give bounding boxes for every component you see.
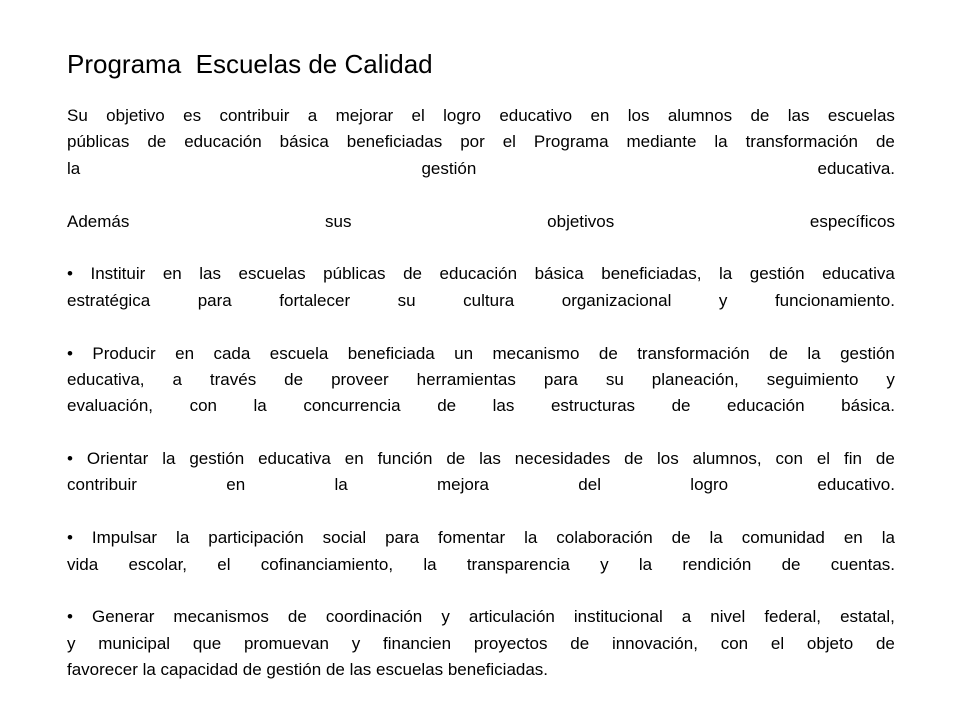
word: seguimiento xyxy=(766,369,859,389)
word: a xyxy=(307,106,318,125)
word: educación xyxy=(184,132,262,152)
word: es xyxy=(183,106,202,125)
word: gestión xyxy=(749,264,805,284)
word: comunidad xyxy=(741,528,825,548)
text-line xyxy=(67,288,895,314)
word: función xyxy=(377,449,433,469)
word: el xyxy=(502,132,516,152)
word: un xyxy=(454,343,474,363)
word: públicas xyxy=(323,264,386,284)
word: y xyxy=(67,633,76,653)
word: rendición xyxy=(682,554,752,574)
word: proyectos xyxy=(473,633,548,653)
body-text xyxy=(67,103,895,684)
word: cada xyxy=(213,343,251,363)
word: para xyxy=(543,369,578,389)
word: en xyxy=(162,264,182,284)
word: través xyxy=(209,369,257,389)
word: que xyxy=(192,633,222,653)
word: Generar xyxy=(92,607,155,627)
word: vida xyxy=(67,554,99,574)
word: promuevan xyxy=(243,633,329,653)
word: objetivos xyxy=(547,211,615,231)
word: específicos xyxy=(809,211,895,231)
paragraph-gap xyxy=(67,499,895,525)
word: de xyxy=(147,132,167,152)
word: la xyxy=(176,528,190,548)
word: en xyxy=(590,106,610,125)
word: estratégica xyxy=(67,290,151,310)
paragraph-gap xyxy=(67,314,895,340)
text-line xyxy=(67,367,895,393)
word: fortalecer xyxy=(279,290,351,310)
word: mecanismo xyxy=(492,343,580,363)
text-line xyxy=(67,209,895,235)
word: Además xyxy=(67,211,130,231)
word: educativo. xyxy=(817,475,895,495)
text-line: favorecer la capacidad de gestión de las escuelas beneficiadas. xyxy=(67,660,549,680)
word: herramientas xyxy=(416,369,516,389)
word: estatal, xyxy=(840,607,895,627)
word: • xyxy=(67,264,73,284)
word: y xyxy=(351,633,361,653)
word: Su xyxy=(67,106,88,125)
word: de xyxy=(624,449,644,469)
text-line xyxy=(67,156,895,182)
word: el xyxy=(770,633,785,653)
word: innovación, xyxy=(611,633,698,653)
word: gestión xyxy=(189,449,245,469)
word: cultura xyxy=(463,290,515,310)
word: y xyxy=(886,369,895,389)
word: proveer xyxy=(331,369,389,389)
word: gestión xyxy=(840,343,895,363)
word: de xyxy=(671,528,691,548)
page-title: Programa Escuelas de Calidad xyxy=(67,49,433,79)
word: de xyxy=(769,343,788,363)
word: alumnos, xyxy=(692,449,762,469)
word: escuelas xyxy=(827,106,895,125)
word: a xyxy=(172,369,182,389)
text-line xyxy=(67,604,895,630)
word: alumnos xyxy=(667,106,733,125)
text-line xyxy=(67,103,895,129)
word: escuelas xyxy=(238,264,306,284)
word: básica xyxy=(534,264,584,284)
word: beneficiadas, xyxy=(601,264,702,284)
paragraph-gap xyxy=(67,182,895,208)
text-line xyxy=(67,129,895,155)
word: la xyxy=(67,158,81,178)
word: la xyxy=(253,396,267,416)
word: • xyxy=(67,343,73,363)
text-line xyxy=(67,552,895,578)
word: coordinación xyxy=(325,607,423,627)
word: mecanismos xyxy=(173,607,269,627)
word: educación xyxy=(439,264,518,284)
word: mejora xyxy=(437,475,489,495)
text-line xyxy=(67,631,895,657)
word: con xyxy=(189,396,217,416)
word: la xyxy=(714,132,728,152)
word: las xyxy=(787,106,810,125)
word: la xyxy=(718,264,733,284)
word: educativa xyxy=(822,264,895,284)
text-line xyxy=(67,341,895,367)
word: y xyxy=(600,554,609,574)
word: en xyxy=(175,343,195,363)
word: contribuir xyxy=(67,475,137,495)
word: fomentar xyxy=(438,528,506,548)
word: fin xyxy=(843,449,862,469)
word: de xyxy=(446,449,466,469)
word: en xyxy=(843,528,863,548)
word: el xyxy=(217,554,231,574)
word: cofinanciamiento, xyxy=(260,554,394,574)
word: las xyxy=(492,396,515,416)
word: y xyxy=(718,290,728,310)
word: la xyxy=(423,554,437,574)
word: sus xyxy=(325,211,352,231)
word: para xyxy=(197,290,232,310)
word: mejorar xyxy=(335,106,394,125)
paragraph-gap xyxy=(67,578,895,604)
word: beneficiada xyxy=(347,343,435,363)
text-line xyxy=(67,393,895,419)
word: nivel xyxy=(710,607,746,627)
word: organizacional xyxy=(561,290,672,310)
word: gestión xyxy=(421,158,477,178)
word: de xyxy=(671,396,691,416)
word: educación xyxy=(727,396,805,416)
paragraph-gap xyxy=(67,420,895,446)
text-line xyxy=(67,525,895,551)
word: de xyxy=(598,343,618,363)
word: los xyxy=(656,449,679,469)
word: de xyxy=(287,607,307,627)
word: Programa xyxy=(533,132,609,152)
word: con xyxy=(775,449,803,469)
word: la xyxy=(881,528,895,548)
word: con xyxy=(720,633,749,653)
word: planeación, xyxy=(651,369,739,389)
word: cuentas. xyxy=(830,554,895,574)
word: su xyxy=(397,290,416,310)
word: concurrencia xyxy=(303,396,401,416)
word: la xyxy=(162,449,176,469)
word: educativo xyxy=(499,106,573,125)
word: la xyxy=(709,528,723,548)
word: logro xyxy=(443,106,481,125)
word: Impulsar xyxy=(91,528,158,548)
word: de xyxy=(875,633,895,653)
word: educativa. xyxy=(817,158,895,178)
word: federal, xyxy=(764,607,822,627)
word: por xyxy=(460,132,485,152)
word: las xyxy=(479,449,501,469)
word: la xyxy=(807,343,821,363)
word: Instituir xyxy=(90,264,146,284)
word: necesidades xyxy=(514,449,611,469)
word: la xyxy=(524,528,538,548)
word: beneficiadas xyxy=(346,132,443,152)
word: en xyxy=(226,475,246,495)
word: de xyxy=(284,369,304,389)
paragraph-gap xyxy=(67,235,895,261)
word: la xyxy=(638,554,653,574)
word: objetivo xyxy=(106,106,165,125)
word: participación xyxy=(208,528,304,548)
word: de xyxy=(570,633,590,653)
word: educativa, xyxy=(67,369,145,389)
word: mediante xyxy=(626,132,697,152)
word: transformación xyxy=(745,132,859,152)
word: básica. xyxy=(841,396,895,416)
word: para xyxy=(385,528,420,548)
text-line xyxy=(67,261,895,287)
word: de xyxy=(875,449,895,469)
word: transformación xyxy=(637,343,750,363)
word: estructuras xyxy=(550,396,636,416)
word: contribuir xyxy=(219,106,290,125)
word: • xyxy=(67,528,73,548)
word: funcionamiento. xyxy=(774,290,895,310)
word: institucional xyxy=(573,607,663,627)
word: municipal xyxy=(98,633,171,653)
word: educativa xyxy=(258,449,331,469)
word: Orientar xyxy=(86,449,149,469)
word: de xyxy=(750,106,770,125)
word: transparencia xyxy=(466,554,570,574)
word: de xyxy=(403,264,422,284)
word: escolar, xyxy=(128,554,188,574)
word: escuela xyxy=(269,343,329,363)
word: su xyxy=(605,369,624,389)
word: articulación xyxy=(468,607,555,627)
word: de xyxy=(437,396,457,416)
word: básica xyxy=(279,132,329,152)
word: el xyxy=(816,449,831,469)
word: social xyxy=(322,528,367,548)
word: evaluación, xyxy=(67,396,154,416)
word: del xyxy=(578,475,601,495)
word: colaboración xyxy=(556,528,653,548)
text-line xyxy=(67,446,895,472)
word: objeto xyxy=(806,633,854,653)
text-line xyxy=(67,472,895,498)
word: en xyxy=(344,449,364,469)
word: Producir xyxy=(92,343,156,363)
word: de xyxy=(875,132,895,152)
word: financien xyxy=(383,633,452,653)
word: el xyxy=(411,106,425,125)
word: y xyxy=(441,607,450,627)
word: • xyxy=(67,449,73,469)
word: a xyxy=(681,607,692,627)
word: la xyxy=(334,475,348,495)
word: públicas xyxy=(67,132,130,152)
word: las xyxy=(199,264,221,284)
word: de xyxy=(781,554,801,574)
word: logro xyxy=(690,475,729,495)
word: • xyxy=(67,607,73,627)
word: los xyxy=(627,106,650,125)
